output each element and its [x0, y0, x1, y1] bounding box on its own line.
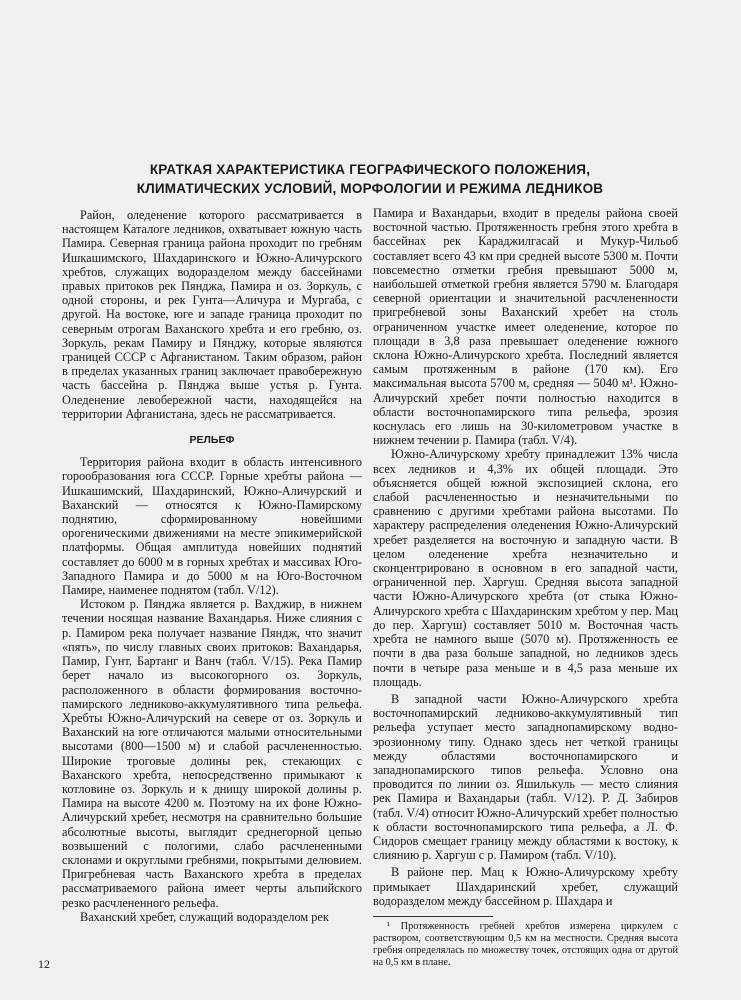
paragraph: Район, оледенение которого рассматривается в настоящем Каталоге ледников, охватывает южную часть Памира. Северная граница района проходит по гребням Ишкашимского, Шахдаринского и Южно-Аличурского хребтов, служащих водоразделом между бассейнами правых притоков рек Пянджа, Памира и оз. Зоркуль, с одной стороны, и рек Гунта—Аличура и Мургаба, с другой. На востоке, юге и западе граница проходит по северным отрогам Ваханского хребта и его гребню, оз. Зоркуль, рекам Памиру и Пянджу, которые являются границей СССР с Афганистаном. Таким образом, район в пределах указанных границ заключает правобережную часть бассейна р. Пянджа выше устья р. Гунта. Оледенение левобережной части, находящейся на территории Афганистана, здесь не рассматривается. — [62, 208, 362, 421]
page-number: 12 — [38, 957, 50, 971]
title-line-2: КЛИМАТИЧЕСКИХ УСЛОВИЙ, МОРФОЛОГИИ И РЕЖИМА ЛЕДНИКОВ — [136, 181, 604, 196]
footnote-divider — [373, 916, 493, 917]
paragraph: Памира и Вахандарьи, входит в пределы района своей восточной частью. Протяженность гребня этого хребта в бассейнах рек Караджилгасай и Мукур-Чильоб составляет всего 43 км при средней высоте 5300 м. Почти повсеместно отметки гребня превышают 5000 м, наибольшей отметкой гребня является 5790 м. Благодаря северной ориентации и значительной расчлененности пригребневой зоны Ваханский хребет на столь ограниченном участке имеет оледенение, которое по площади в 3,8 раза превышает оледенение южного склона Южно-Аличурского хребта. Последний является самым протяженным в районе (170 км). Его максимальная высота 5700 м, средняя — 5040 м¹. Южно-Аличурский хребет почти полностью находится в области восточнопамирского типа рельефа, эрозия коснулась его лишь на 30-километровом участке в нижнем течении р. Памира (табл. V/4). — [373, 206, 678, 448]
paragraph: Южно-Аличурскому хребту принадлежит 13% числа всех ледников и 4,3% их общей площади. Это объясняется общей южной экспозицией склона, его слабой расчлененностью и незначительными по сравнению с другими хребтами района высотами. По характеру распределения оледенения Южно-Аличурский хребет разделяется на восточную и западную части. В целом оледенение хребта незначительно и сконцентрировано в основном в его западной части, ограниченной пер. Харгуш. Средняя высота западной части Южно-Аличурского хребта (от стыка Южно-Аличурского хребта с Шахдаринским хребтом у пер. Мац до пер. Харгуш) составляет 5010 м. Восточная часть хребта не намного выше (5070 м). Протяженность ее почти в два раза больше западной, но ледников здесь почти в четыре раза меньше и в 4,5 раза меньше их площадь. — [373, 447, 678, 689]
paragraph: Ваханский хребет, служащий водоразделом рек — [80, 909, 329, 924]
section-heading: РЕЛЬЕФ — [189, 434, 235, 447]
paragraph: Истоком р. Пянджа является р. Ваxджир, в нижнем течении носящая название Вахандарья. Ниже слияния с р. Памиром река получает название Пяндж, что значит «пять», по числу главных своих притоков: Вахандарья, Памир, Гунт, Бартанг и Ванч (табл. V/15). Река Памир берет начало из высокогорного оз. Зоркуль, расположенного в области формирования восточно-памирского ледниково-аккумулятивного типа рельефа. Хребты Южно-Аличурский на севере от оз. Зоркуль и Ваханский на юге отличаются малыми относительными высотами (800—1500 м) и слабой расчлененностью. Широкие троговые долины рек, стекающих с Ваханского хребта, непосредственно примыкают к котловине оз. Зоркуль и к днищу широкой долины р. Памира на высоте 4200 м. Поэтому на их фоне Южно-Аличурский хребет, несмотря на сравнительно большие абсолютные высоты, выглядит среднегорной цепью возвышений с пологими, слабо расчлененными склонами и округлыми гребнями, покрытыми делювием. Пригребневая часть Ваханского хребта в пределах рассматриваемого района имеет черты альпийского резко расчлененного рельефа. — [62, 597, 362, 910]
chapter-title — [60, 160, 680, 198]
right-column — [373, 206, 678, 969]
footnote-text: ¹ Протяженность гребней хребтов измерена циркулем с раствором, соответствующим 0,5 км на местности. Средняя высота гребня определялась по множеству точек, отстоящих одна от другой на 0,5 км в плане. — [373, 920, 678, 968]
footnote — [373, 921, 678, 969]
paragraph: В районе пер. Мац к Южно-Аличурскому хребту примыкает Шахдаринский хребет, служащий водоразделом между бассейном р. Шахдара и — [373, 865, 678, 908]
paragraph: Территория района входит в область интенсивного горообразования юга СССР. Горные хребты района — Ишкашимский, Шахдаринский, Южно-Аличурский и Ваханский — относятся к Южно-Памирскому поднятию, сформированному новейшими орогеническими движениями на месте эпикимерийской платформы. Общая амплитуда новейших поднятий составляет до 6000 м в горных хребтах и массивах Юго-Западного Памира и до 5000 м на Юго-Восточном Памире, наименее поднятом (табл. V/12). — [62, 455, 362, 598]
left-column — [62, 208, 362, 924]
title-line-1: КРАТКАЯ ХАРАКТЕРИСТИКА ГЕОГРАФИЧЕСКОГО ПОЛОЖЕНИЯ, — [149, 162, 591, 177]
paragraph: В западной части Южно-Аличурского хребта восточнопамирский ледниково-аккумулятивный тип рельефа уступает место западнопамирскому водно-эрозионному типу. Однако здесь нет четкой границы между областями восточнопамирского и западнопамирского типов рельефа. Условно она проводится по линии оз. Яшилькуль — место слияния рек Памира и Вахандарьи (табл. V/12). Р. Д. Забиров (табл. V/4) относит Южно-Аличурский хребет полностью к области восточнопамирского типа рельефа, а Л. Ф. Сидоров смещает границу между областями к востоку, к слиянию р. Харгуш с р. Памиром (табл. V/10). — [373, 691, 678, 863]
